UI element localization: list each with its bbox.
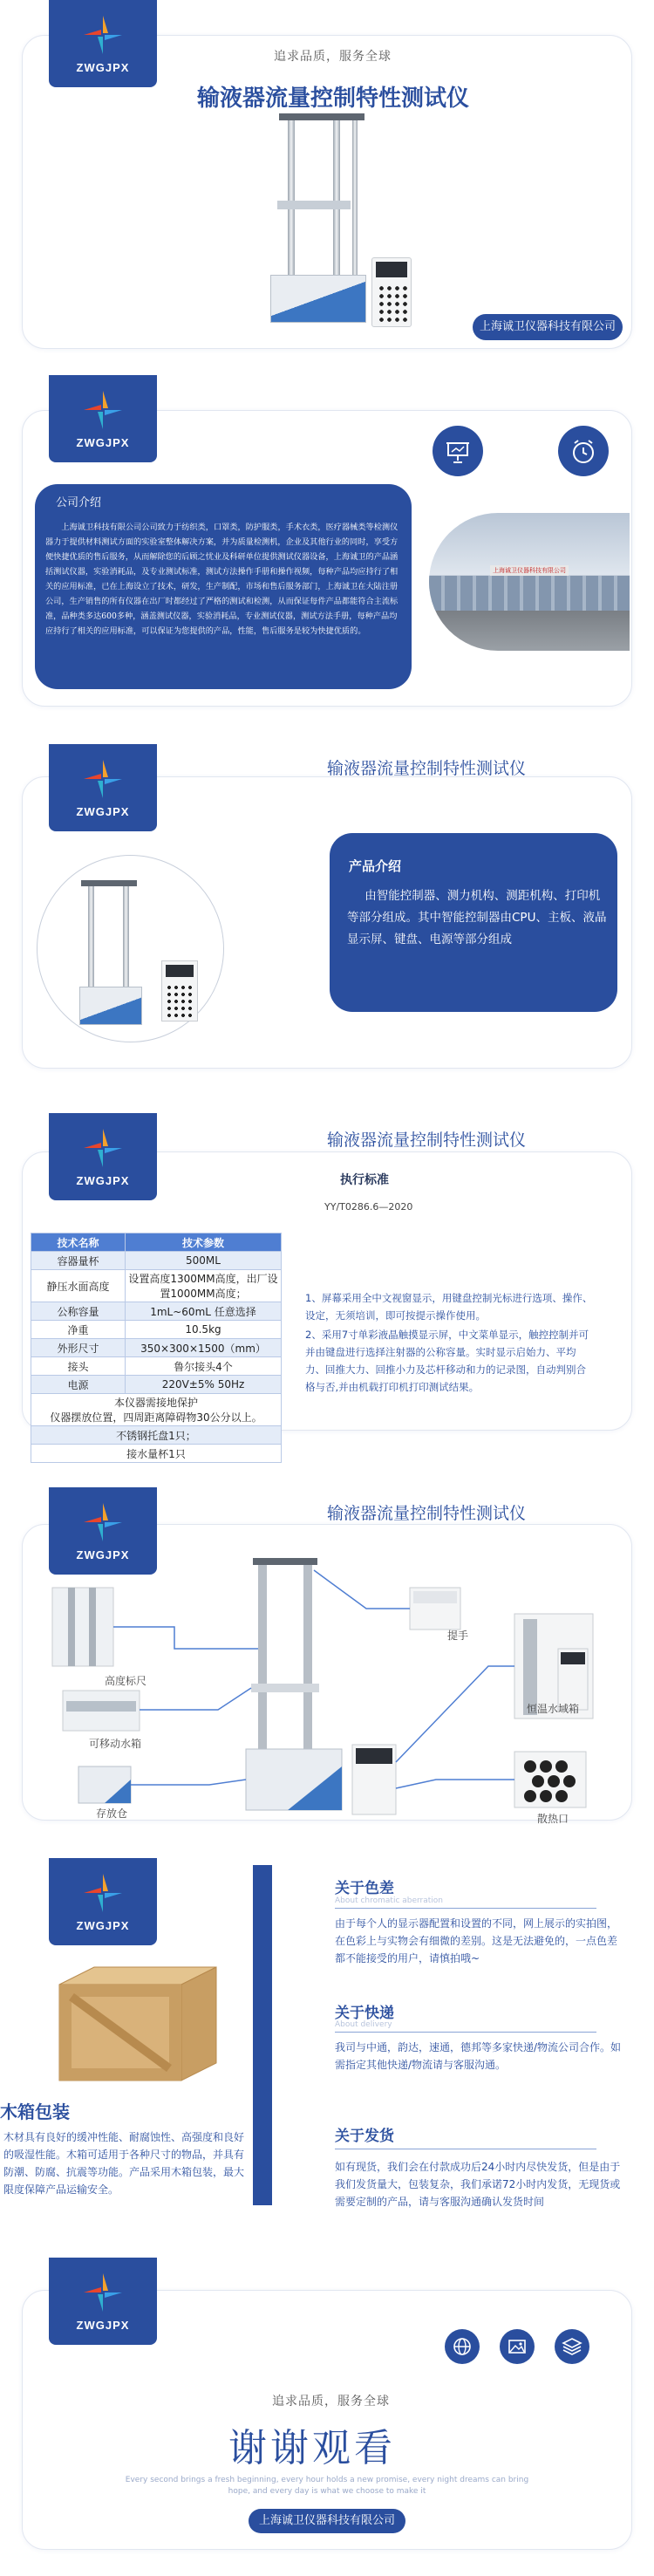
logo-mark-icon (82, 14, 124, 56)
spec-note-line: 仪器摆放位置，四周距离障碍物30公分以上。 (50, 1411, 262, 1424)
spec-note-line: 本仪器需接地保护 (113, 1397, 198, 1409)
logo-mark-icon (82, 2272, 124, 2313)
gallery-icon (500, 2329, 535, 2364)
layers-icon (555, 2329, 589, 2364)
vent-callout (514, 1752, 586, 1807)
tank-callout (63, 1691, 140, 1731)
delivery-title-underline (335, 2032, 596, 2033)
spec-cell: 外形尺寸 (31, 1339, 126, 1357)
spec-note (31, 1394, 282, 1426)
standard-heading: 执行标准 (340, 1173, 389, 1187)
logo (49, 744, 157, 831)
product-photo-circle (37, 855, 224, 1042)
delivery-body: 我司与中通，韵达，速通，德邦等多家快递/物流公司合作。如需指定其他快递/物流请与客服沟通。 (335, 2041, 622, 2071)
presentation-icon (433, 426, 483, 476)
cover-title: 输液器流量控制特性测试仪 (197, 85, 470, 112)
feature-list (305, 1289, 593, 1396)
color-title-underline (335, 1908, 596, 1909)
scale-callout (52, 1588, 113, 1666)
spec-note: 接水量杯1只 (31, 1445, 282, 1463)
label-handle: 提手 (447, 1630, 469, 1642)
thanks-title: 谢谢观看 (228, 2426, 396, 2470)
logo-text: ZWGJPX (76, 1174, 130, 1187)
spec-table-header (31, 1233, 282, 1252)
spec-cell: 鲁尔接头4个 (126, 1357, 282, 1376)
spec-header-name: 技术名称 (31, 1233, 126, 1252)
logo-text: ZWGJPX (76, 1919, 130, 1932)
wood-crate-image (51, 1958, 225, 2085)
logo-mark-icon (82, 1872, 124, 1914)
spec-cell: 接头 (31, 1357, 126, 1376)
cover-bath-illustration (371, 257, 412, 327)
logo-mark-icon (82, 758, 124, 800)
spec-table (31, 1233, 282, 1463)
table-row (31, 1339, 282, 1357)
factory-sign: 上海诚卫仪器科技有限公司 (490, 565, 569, 576)
color-subtitle: About chromatic aberration (335, 1896, 444, 1905)
standard-section-title: 输液器流量控制特性测试仪 (327, 1131, 527, 1150)
product-heading: 产品介绍 (349, 858, 402, 874)
spec-cell: 静压水面高度 (31, 1270, 126, 1302)
table-row (31, 1426, 282, 1445)
label-bath: 恒温水域箱 (527, 1703, 580, 1715)
storage-callout (78, 1766, 131, 1803)
alarm-clock-icon (558, 426, 609, 476)
spec-cell: 220V±5% 50Hz (126, 1376, 282, 1394)
product-body: 由智能控制器、测力机构、测距机构、打印机等部分组成。其中智能控制器由CPU、主板、液晶显示屏、键盘、电源等部分组成 (347, 889, 607, 946)
spec-cell: 电源 (31, 1376, 126, 1394)
thanks-company-badge: 上海诚卫仪器科技有限公司 (249, 2509, 405, 2533)
logo-text: ZWGJPX (76, 436, 130, 449)
table-row (31, 1445, 282, 1463)
shipping-title: 关于发货 (335, 2128, 394, 2145)
logo-mark-icon (82, 1127, 124, 1169)
spec-cell: 容器量杯 (31, 1252, 126, 1270)
spec-cell: 净重 (31, 1321, 126, 1339)
intro-heading: 公司介绍 (56, 496, 102, 509)
crate-title: 木箱包装 (0, 2101, 70, 2122)
parts-section-title: 输液器流量控制特性测试仪 (327, 1504, 527, 1523)
logo (49, 375, 157, 462)
table-row (31, 1252, 282, 1270)
logo (49, 2258, 157, 2345)
parts-diagram (0, 1553, 654, 1841)
table-row (31, 1376, 282, 1394)
table-row (31, 1270, 282, 1302)
logo (49, 1113, 157, 1200)
spec-note: 不锈钢托盘1只； (31, 1426, 282, 1445)
color-title: 关于色差 (335, 1880, 394, 1897)
factory-photo (429, 513, 630, 651)
logo (49, 0, 157, 87)
spec-cell: 设置高度1300MM高度，出厂设置1000MM高度； (126, 1270, 282, 1302)
notices-divider (253, 1865, 272, 2205)
table-row (31, 1357, 282, 1376)
spec-cell: 10.5kg (126, 1321, 282, 1339)
spec-cell: 公称容量 (31, 1302, 126, 1321)
spec-cell: 350×300×1500（mm） (126, 1339, 282, 1357)
delivery-title: 关于快递 (335, 2005, 394, 2022)
table-row (31, 1302, 282, 1321)
label-scale: 高度标尺 (105, 1675, 147, 1687)
logo (49, 1858, 157, 1945)
logo-text: ZWGJPX (76, 805, 130, 818)
handle-callout (410, 1588, 460, 1630)
table-row (31, 1394, 282, 1426)
product-section-title: 输液器流量控制特性测试仪 (327, 759, 527, 778)
thanks-slogan: 追求品质，服务全球 (272, 2395, 390, 2409)
label-storage: 存放仓 (96, 1807, 128, 1820)
spec-cell: 500ML (126, 1252, 282, 1270)
thanks-en-line2: hope, and every day is what we choose to make it (228, 2487, 426, 2496)
intro-body: 上海诚卫科技有限公司公司致力于纺织类，口罩类，防护服类，手术衣类，医疗器械类等检测仪器力于提供材料测试方面的实验室整体解决方案，并为质量检测机，企业及其他行业的同时，享受方便快捷优质的售后服务，从而解除您的后顾之忧业及科研单位提供测试仪器设备，上海诚卫的产品涵括测试仪器，实验消耗品，及专业测试标准，测试方法操作手册和操作视频，每种产品均应持行了相关的应用标准，已在上海设立了技术，研发，生产制配，市场和售后服务部门，上海诚卫在大陆注册公司，生产销售的所有仪器在出厂时都经过了严格的测试和检测，从而保证每件产品都能符合主流标准，品种类多达600多种，涵盖测试仪器，实验消耗品，专业测试仪器，测试方法手册，每种产品均应持行了相关的应用标准，可以保证为您提供的产品，性能，售后服务是较为快捷优质的。 (45, 523, 399, 636)
logo-text: ZWGJPX (76, 2319, 130, 2332)
cover-slogan: 追求品质，服务全球 (274, 50, 392, 64)
label-vent: 散热口 (537, 1813, 569, 1825)
globe-icon (445, 2329, 480, 2364)
label-tank: 可移动水箱 (89, 1738, 142, 1750)
standard-code: YY/T0286.6—2020 (324, 1201, 413, 1213)
logo-text: ZWGJPX (76, 1548, 130, 1561)
table-row (31, 1321, 282, 1339)
logo-text: ZWGJPX (76, 61, 130, 74)
spec-header-value: 技术参数 (126, 1233, 282, 1252)
thanks-en-line1: Every second brings a fresh beginning, every hour holds a new promise, every night dreams can bring (125, 2476, 529, 2484)
shipping-body: 如有现货，我们会在付款成功后24小时内尽快发货，但是由于我们发货量大，包装复杂，我们承诺72小时内发货，无现货或需要定制的产品，请与客服沟通确认发货时间 (335, 2161, 621, 2208)
feature-item: 1、屏幕采用全中文视窗显示，用键盘控制光标进行选项、操作、设定，无须培训，即可按提示操作使用。 (305, 1292, 593, 1322)
color-body: 由于每个人的显示器配置和设置的不同，网上展示的实拍图，在色彩上与实物会有细微的差别。这是无法避免的，一点色差都不能接受的用户，请慎拍哦~ (335, 1917, 618, 1964)
bath-unit (352, 1745, 396, 1814)
logo-mark-icon (82, 1501, 124, 1543)
main-machine (246, 1558, 342, 1810)
delivery-subtitle: About delivery (335, 2020, 392, 2029)
spec-cell: 1mL~60mL 任意选择 (126, 1302, 282, 1321)
cover-company-badge: 上海诚卫仪器科技有限公司 (473, 314, 623, 340)
logo-mark-icon (82, 389, 124, 431)
crate-body: 木材具有良好的缓冲性能、耐腐蚀性、高强度和良好的吸湿性能。木箱可适用于各种尺寸的物品，并具有防潮、防腐、抗震等功能。产品采用木箱包装，最大限度保障产品运输安全。 (3, 2131, 245, 2196)
feature-item: 2、采用7寸单彩液晶触摸显示屏，中文菜单显示，触控控制并可并由键盘进行选择注射器的公称容量。实时显示启始力、平均力、回推大力、回推小力及芯杆移动和力的记录图，自动判别合格与否,并由机载打印机打印测试结果。 (305, 1329, 589, 1393)
